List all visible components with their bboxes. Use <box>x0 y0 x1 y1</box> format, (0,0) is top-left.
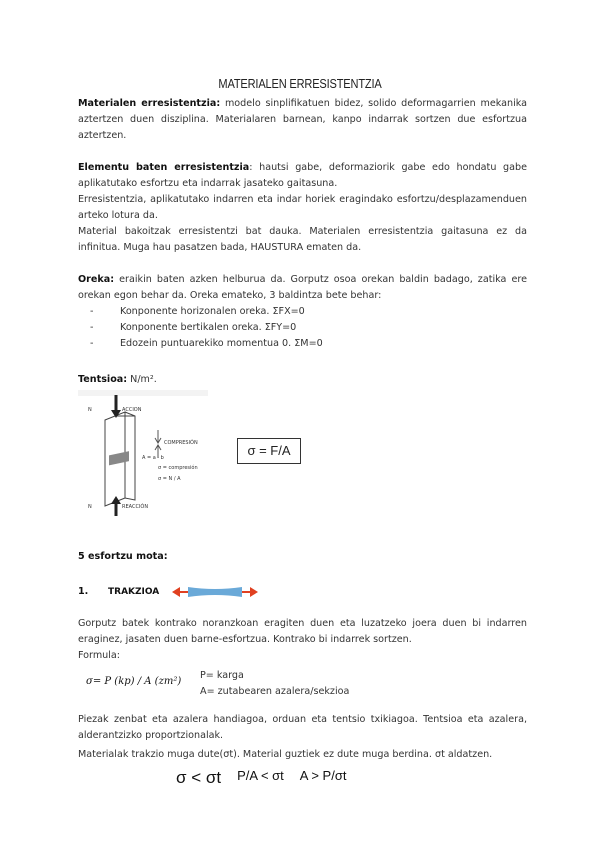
paragraph-tentsioa <box>78 372 527 388</box>
text: : hautsi gabe, deformaziorik gabe edo hondatu gabe aplikatutako esfortzu eta indarrak jasateko gaitasuna. <box>78 162 527 189</box>
label: N <box>88 407 92 413</box>
heading: 5 esfortzu mota: <box>78 551 168 562</box>
heading: TRAKZIOA <box>108 587 160 597</box>
text: modelo sinplifikatuen bidez, solido deformagarrien mekanika aztertzen duen disziplina. Materialaren barnean, kanpo indarrak sortzen due esfortzua aztertzen. <box>78 98 527 141</box>
label: COMPRESIÓN <box>164 440 198 446</box>
label: REACCIÓN <box>122 504 149 510</box>
trakzioa-body-2 <box>78 712 527 763</box>
page-title: MATERIALEN ERRESISTENTZIA <box>218 76 382 91</box>
formula: σ= P (kp) / A (zm²) <box>86 676 182 687</box>
trakzioa-body <box>78 616 527 664</box>
item-text: Konponente horizonalen oreka. ΣFX=0 <box>120 306 305 317</box>
text: Materialak trakzio muga dute(σt). Material guztiek ez dute muga berdina. σt aldatzen. <box>78 749 493 760</box>
section-heading <box>78 549 527 565</box>
paragraph-elementu <box>78 160 527 256</box>
label: N <box>88 504 92 510</box>
formula-legend <box>200 668 500 700</box>
item-text: Edozein puntuarekiko momentua 0. ΣM=0 <box>120 338 323 349</box>
term: Tentsioa: <box>78 374 128 385</box>
label: A = a · b <box>142 455 164 461</box>
paragraph-oreka <box>78 272 527 352</box>
legend-a: A= zutabearen azalera/sekzioa <box>200 686 350 697</box>
inequality: σ < σt <box>176 768 222 787</box>
compression-diagram <box>78 390 228 520</box>
legend-p: P= karga <box>200 670 244 681</box>
stress-formula-box: σ = F/A <box>237 438 301 464</box>
term: Oreka: <box>78 274 115 285</box>
term: Elementu baten erresistentzia <box>78 162 250 173</box>
paragraph-materialen <box>78 96 527 144</box>
item-text: Konponente bertikalen oreka. ΣFY=0 <box>120 322 297 333</box>
inequalities <box>176 768 346 788</box>
text: Piezak zenbat eta azalera handiagoa, orduan eta tentsio txikiagoa. Tentsioa eta azalera, alderantzizko proportzionalak. <box>78 714 527 741</box>
text: N/m². <box>127 374 157 385</box>
term: Materialen erresistentzia: <box>78 98 221 109</box>
text: eraikin baten azken helburua da. Gorputz osoa orekan baldin badago, zatika ere orekan egon behar da. Oreka emateko, 3 baldintza bete behar: <box>78 274 527 301</box>
text: Gorputz batek kontrako noranzkoan eragiten duen eta luzatzeko joera duen bi indarren eraginez, jasaten duen barne-esfortzua. Kontrako bi indarrek sortzen. <box>78 618 527 645</box>
inequality: A > P/σt <box>299 768 347 783</box>
label: σ = N / A <box>158 476 181 482</box>
text: Erresistentzia, aplikatutako indarren eta indar horiek eragindako esfortzu/desplazamenduen arteko lotura da. <box>78 194 527 221</box>
inequality: P/A < σt <box>237 768 284 783</box>
list-item: - Edozein puntuarekiko momentua 0. ΣM=0 <box>78 336 527 352</box>
number: 1. <box>78 586 89 597</box>
label: ACCION <box>122 407 142 413</box>
trakzioa-heading <box>78 584 527 600</box>
text: Material bakoitzak erresistentzi bat dauka. Materialen erresistentzia gaitasuna ez da infinitua. Muga hau pasatzen bada, HAUSTURA ematen da. <box>78 226 527 253</box>
list-item: - Konponente bertikalen oreka. ΣFY=0 <box>78 320 527 336</box>
formula-label: Formula: <box>78 650 121 661</box>
tension-arrows-icon <box>170 584 260 600</box>
label: σ = compresión <box>158 465 198 471</box>
list-item: - Konponente horizonalen oreka. ΣFX=0 <box>78 304 527 320</box>
